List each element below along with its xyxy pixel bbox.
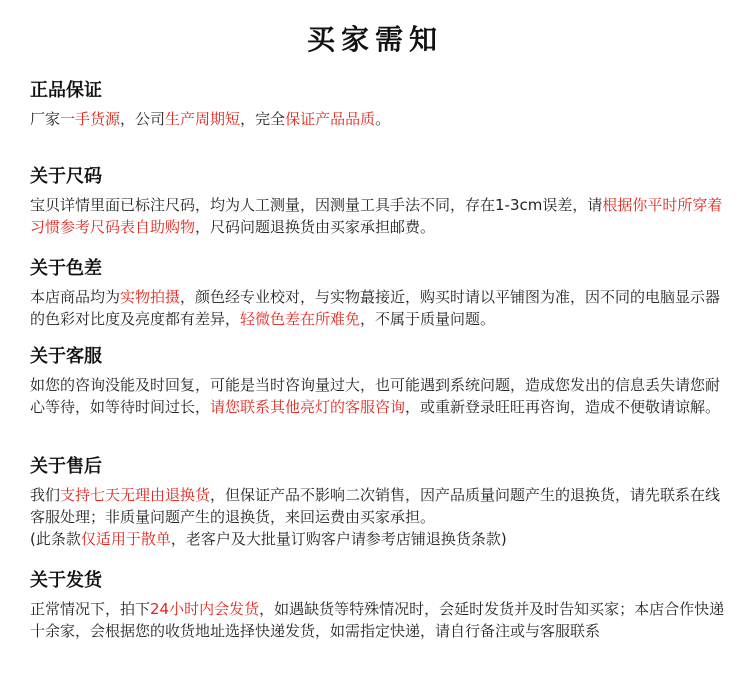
section-body (30, 194, 725, 238)
section-body (30, 108, 725, 130)
section-color (30, 256, 725, 330)
body-text: ，或重新登录旺旺再咨询，造成不便敬请谅解。 (405, 398, 721, 416)
highlight-text: 生产周期短 (165, 110, 241, 128)
section-heading: 正品保证 (30, 80, 102, 101)
section-body (30, 374, 725, 418)
section-heading: 关于客服 (30, 346, 102, 367)
section-heading: 关于尺码 (30, 166, 102, 187)
section-service (30, 344, 725, 418)
body-text: ，老客户及大批量订购客户请参考店铺退换货条款) (170, 530, 507, 548)
body-text: ，公司 (120, 110, 166, 128)
highlight-text: 仅适用于散单 (80, 530, 171, 548)
highlight-text: 一手货源 (60, 110, 121, 128)
body-text: ，完全 (240, 110, 286, 128)
body-text: ，但保证产品不影响二次销售，因产品质量问题产生的退换货，请先联系在线客服处理；非质量问题产生的退换货，来回运费由买家承担。 (30, 486, 721, 526)
highlight-text: 保证产品品质 (285, 110, 376, 128)
section-aftersales (30, 454, 725, 550)
highlight-text: 支持七天无理由退换货 (60, 486, 211, 504)
body-text: ，颜色经专业校对，与实物蕞接近，购买时请以平铺图为准，因不同的电脑显示器的色彩对比度及亮度都有差异， (30, 288, 721, 328)
body-text: 本店商品均为 (30, 288, 121, 306)
body-text: 厂家 (30, 110, 61, 128)
highlight-text: 实物拍摄 (120, 288, 181, 306)
body-text: ，尺码问题退换货由买家承担邮费。 (195, 218, 436, 236)
section-shipping (30, 568, 725, 642)
highlight-text: 24小时内会发货 (150, 600, 260, 618)
section-body (30, 286, 725, 330)
body-text: 正常情况下，拍下 (30, 600, 151, 618)
body-text: 我们 (30, 486, 61, 504)
body-text: 。 (375, 110, 391, 128)
section-heading: 关于售后 (30, 456, 102, 477)
body-text: ，如遇缺货等特殊情况时，会延时发货并及时告知买家；本店合作快递十余家，会根据您的收货地址选择快递发货，如需指定快递，请自行备注或与客服联系 (30, 600, 725, 640)
page-title: 买家需知 (306, 23, 443, 56)
highlight-text: 轻微色差在所难免 (240, 310, 361, 328)
section-heading: 关于色差 (30, 258, 102, 279)
highlight-text: 根据你平时所穿着习惯参考尺码表自助购物 (30, 196, 723, 236)
highlight-text: 请您联系其他亮灯的客服咨询 (210, 398, 406, 416)
body-text: (此条款 (30, 530, 81, 548)
section-size (30, 164, 725, 238)
section-body (30, 598, 725, 642)
body-text: 如您的咨询没能及时回复，可能是当时咨询量过大，也可能遇到系统问题，造成您发出的信息丢失请您耐心等待，如等待时间过长， (30, 376, 721, 416)
section-authentic (30, 78, 725, 130)
body-text: 宝贝详情里面已标注尺码，均为人工测量，因测量工具手法不同，存在1-3cm误差，请 (30, 196, 603, 214)
section-note (30, 528, 725, 550)
section-heading: 关于发货 (30, 570, 102, 591)
body-text: ，不属于质量问题。 (360, 310, 496, 328)
section-body (30, 484, 725, 528)
